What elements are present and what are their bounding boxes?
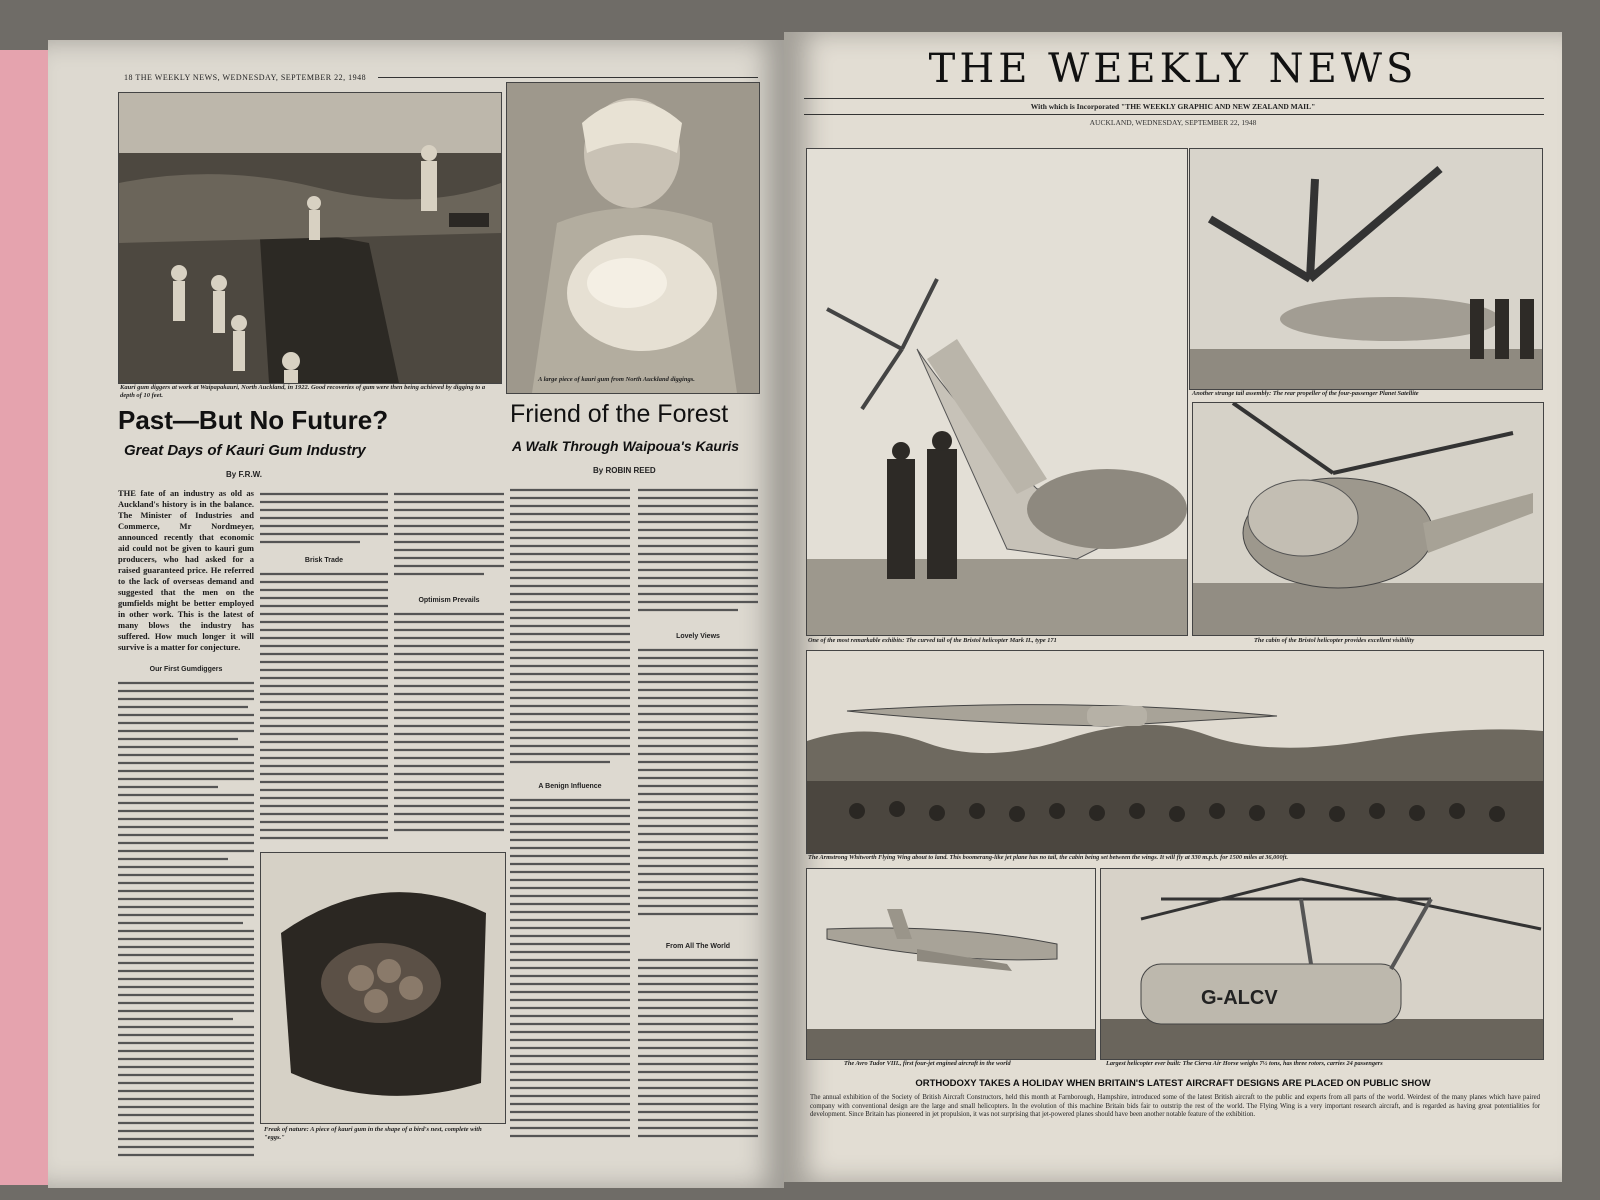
- text-lines: [510, 484, 630, 774]
- subhead-lovely-views: Lovely Views: [676, 633, 720, 640]
- article2-column-1: [510, 484, 630, 1174]
- girl-with-gum-photo: [506, 82, 760, 394]
- article1-headline: Past—But No Future?: [118, 405, 389, 435]
- bristol-cabin-illustration: [1193, 403, 1543, 635]
- head-rule: [378, 77, 758, 78]
- planet-satellite-photo: [1189, 148, 1543, 390]
- bottom-headline: ORTHODOXY TAKES A HOLIDAY WHEN BRITAIN'S LATEST AIRCRAFT DESIGNS ARE PLACED ON PUBLIC SHOW: [915, 1078, 1431, 1089]
- article1-lead: THE fate of an industry as old as Auckland's history is in the balance. The Minister of Industries and Commerce, Mr Nordmeyer, announced recently that economic aid could not be given to kauri gum producers, who had asked for a raised guaranteed price. He referred to the lack of overseas demand and suggested that the men on the gumfields might be better employed in other work. This is the latest of many blows the industry has suffered. How much longer it will survive is a matter for conjecture.: [118, 488, 254, 652]
- text-lines: [638, 644, 758, 934]
- registration-text: G-ALCV: [1201, 987, 1278, 1009]
- subhead-benign-influence: A Benign Influence: [538, 783, 602, 790]
- text-lines: [638, 484, 758, 624]
- cierva-air-horse-photo: [1100, 868, 1544, 1060]
- satellite-caption: Another strange tail assembly: The rear propeller of the four-passenger Planet Satellite: [1192, 390, 1419, 397]
- subhead-from-all-the-world: From All The World: [665, 943, 731, 950]
- bristol-tail-caption: One of the most remarkable exhibits: The curved tail of the Bristol helicopter Mark II., type 171: [808, 637, 1057, 644]
- subhead-our-first-gumdiggers: Our First Gumdiggers: [149, 666, 223, 673]
- text-lines: [260, 488, 388, 548]
- tudor-caption: The Avro Tudor VIII., first four-jet engined aircraft in the world: [844, 1060, 1011, 1067]
- article1-column-3: [394, 488, 504, 848]
- subhead-optimism-prevails: Optimism Prevails: [418, 597, 480, 604]
- bristol-cabin-caption: The cabin of the Bristol helicopter provides excellent visibility: [1254, 637, 1415, 644]
- gum-diggers-photo: [118, 92, 502, 384]
- article2-byline: By ROBIN REED: [593, 466, 656, 475]
- bristol-cabin-photo: [1192, 402, 1544, 636]
- article1-column-1: [118, 662, 254, 1182]
- girl-photo-caption: A large piece of kauri gum from North Auckland diggings.: [538, 376, 695, 383]
- bristol-tail-illustration: [807, 149, 1187, 635]
- bottom-text: The annual exhibition of the Society of British Aircraft Constructors, held this month at Farnborough, Hampshire, introduced some of the latest British aircraft to the public and experts from all parts of the world. Weirdest of the many planes which have paired company with conventional design are the large and small helicopters. In the evolution of this machine Britain bids fair to outstrip the rest of the world. The Flying Wing is a very important research aircraft, and is regarded as having great potentialities for development. Since Britain has pioneered in jet propulsion, it was not surprising that jet-powered planes should have been another notable feature of the exhibition.: [810, 1094, 1540, 1118]
- gum-diggers-illustration: [119, 93, 501, 383]
- bristol-helicopter-photo: [806, 148, 1188, 636]
- subhead-brisk-trade: Brisk Trade: [304, 557, 344, 564]
- masthead: THE WEEKLY NEWS: [928, 46, 1418, 92]
- article2-headline: Friend of the Forest: [510, 400, 729, 428]
- text-lines: [394, 608, 504, 848]
- text-lines: [260, 568, 388, 848]
- bird-nest-gum-photo: [260, 852, 506, 1124]
- flying-wing-caption: The Armstrong Whitworth Flying Wing about to land. This boomerang-like jet plane has no tail, the cabin being set between the wings. It will fly at 330 m.p.h. for 1500 miles at 36,000ft.: [808, 854, 1289, 861]
- tudor-illustration: [807, 869, 1095, 1059]
- article1-lead-column: [118, 488, 254, 658]
- avro-tudor-photo: [806, 868, 1096, 1060]
- article2-column-2: [638, 484, 758, 1174]
- text-lines: [394, 488, 504, 588]
- text-lines: [638, 954, 758, 1154]
- flying-wing-photo: [806, 650, 1544, 854]
- cierva-caption: Largest helicopter ever built: The Cierva Air Horse weighs 7½ tons, has three rotors, carries 24 passengers: [1106, 1060, 1383, 1067]
- masthead-rule: [804, 98, 1544, 99]
- article1-column-2: [260, 488, 388, 848]
- article2-subheadline: A Walk Through Waipoua's Kauris: [512, 438, 740, 454]
- gum-nest-illustration: [261, 853, 505, 1123]
- dateline: AUCKLAND, WEDNESDAY, SEPTEMBER 22, 1948: [1089, 118, 1257, 127]
- flying-wing-illustration: [807, 651, 1543, 853]
- left-page: [48, 40, 784, 1188]
- running-head: 18 THE WEEKLY NEWS, WEDNESDAY, SEPTEMBER 22, 1948: [124, 73, 367, 82]
- right-page: [784, 32, 1562, 1182]
- incorporated-rule: [804, 114, 1544, 115]
- incorporated-line: With which is Incorporated "THE WEEKLY GRAPHIC AND NEW ZEALAND MAIL": [1030, 102, 1316, 111]
- bottom-photo-caption: Freak of nature: A piece of kauri gum in the shape of a bird's nest, complete with "eggs.": [264, 1126, 482, 1141]
- text-lines: [118, 677, 254, 1167]
- article1-byline: By F.R.W.: [226, 470, 263, 479]
- top-photo-caption: Kauri gum diggers at work at Waipapakauri, North Auckland, in 1922. Good recoveries of gum were then being achieved by digging to a depth of 10 feet.: [120, 384, 486, 399]
- article1-subheadline: Great Days of Kauri Gum Industry: [124, 442, 366, 459]
- girl-illustration: [507, 83, 759, 393]
- satellite-illustration: [1190, 149, 1542, 389]
- cierva-illustration: [1101, 869, 1543, 1059]
- text-lines: [510, 794, 630, 1154]
